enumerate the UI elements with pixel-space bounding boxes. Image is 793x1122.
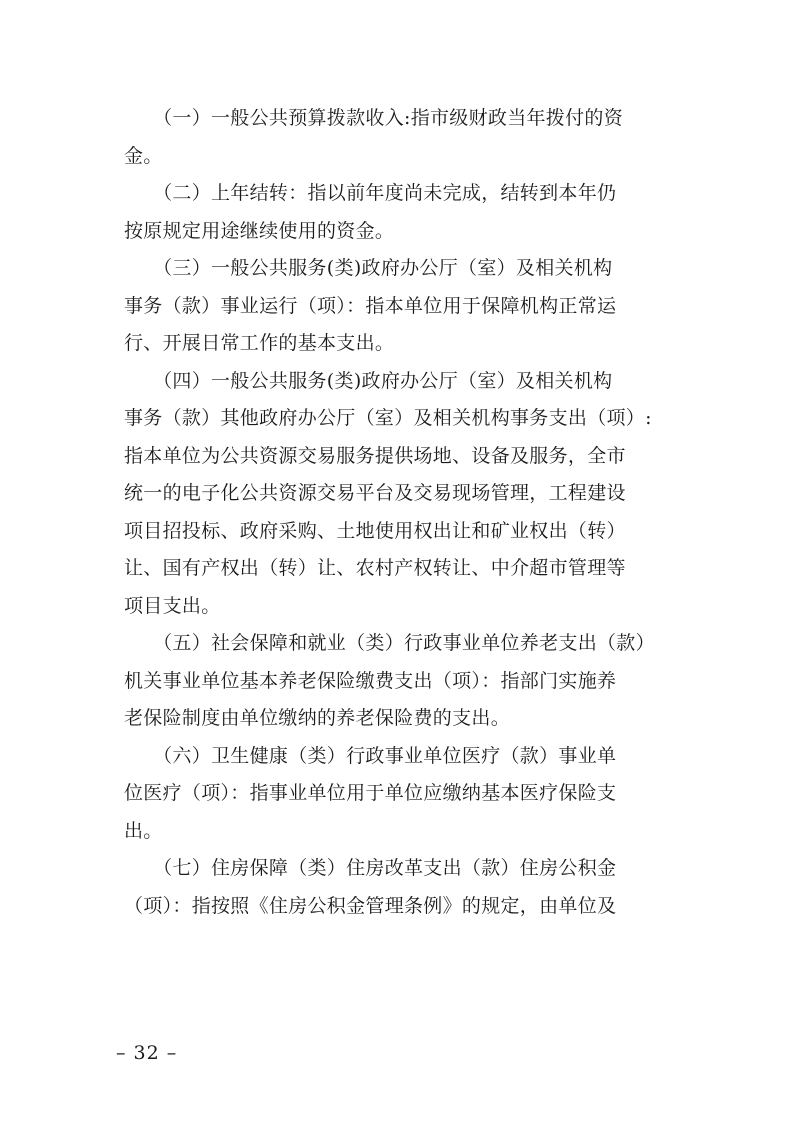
text-line: （四）一般公共服务(类)政府办公厅（室）及相关机构	[124, 369, 613, 392]
text-line: 事务（款）其他政府办公厅（室）及相关机构事务支出（项）:	[124, 407, 652, 429]
text-line: （二）上年结转：指以前年度尚未完成，结转到本年仍	[124, 182, 617, 204]
text-line: 出。	[124, 819, 163, 842]
text-line: 老保险制度由单位缴纳的养老保险费的支出。	[124, 707, 511, 729]
text-line: 统一的电子化公共资源交易平台及交易现场管理，工程建设	[124, 482, 626, 504]
text-line: 事务（款）事业运行（项）：指本单位用于保障机构正常运	[124, 294, 617, 317]
paragraph-1	[124, 100, 672, 175]
text-line: 金。	[124, 144, 163, 167]
text-line: 位医疗（项）：指事业单位用于单位应缴纳基本医疗保险支	[124, 782, 617, 804]
text-line: 项目支出。	[124, 594, 221, 617]
text-line: （项）：指按照《住房公积金管理条例》的规定，由单位及	[124, 894, 617, 917]
text-line: 行、开展日常工作的基本支出。	[124, 332, 395, 354]
paragraph-5	[124, 625, 672, 738]
page-number: – 32 –	[116, 1042, 178, 1064]
paragraph-7	[124, 850, 672, 925]
paragraph-6	[124, 738, 672, 851]
body-text	[124, 100, 672, 925]
text-line: （六）卫生健康（类）行政事业单位医疗（款）事业单	[124, 744, 617, 767]
text-line: 按原规定用途继续使用的资金。	[124, 219, 395, 242]
text-line: 让、国有产权出（转）让、农村产权转让、中介超市管理等	[124, 557, 626, 579]
paragraph-2	[124, 175, 672, 250]
paragraph-4	[124, 363, 672, 626]
text-line: （三）一般公共服务(类)政府办公厅（室）及相关机构	[124, 257, 613, 279]
text-line: （一）一般公共预算拨款收入:指市级财政当年拨付的资	[124, 107, 624, 129]
paragraph-3	[124, 250, 672, 363]
text-line: 指本单位为公共资源交易服务提供场地、设备及服务，全市	[124, 444, 626, 467]
text-line: （七）住房保障（类）住房改革支出（款）住房公积金	[124, 857, 617, 879]
text-line: 项目招投标、政府采购、土地使用权出让和矿业权出（转）	[124, 519, 626, 542]
text-line: （五）社会保障和就业（类）行政事业单位养老支出（款）	[124, 632, 655, 654]
text-line: 机关事业单位基本养老保险缴费支出（项）：指部门实施养	[124, 669, 617, 692]
